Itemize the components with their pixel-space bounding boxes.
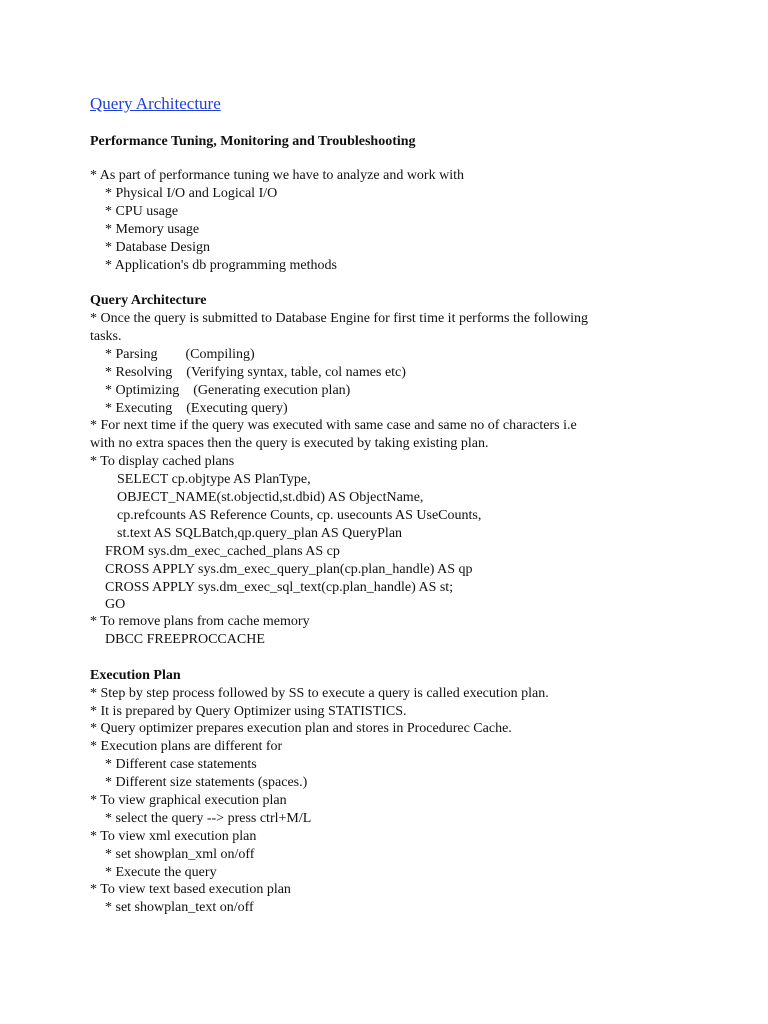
ep-subitem: * Different size statements (spaces.) <box>105 775 308 790</box>
ep-subitem: * select the query --> press ctrl+M/L <box>105 811 312 826</box>
qa-paragraph: tasks. <box>90 329 122 344</box>
perf-item: * CPU usage <box>105 204 179 219</box>
sql-line: OBJECT_NAME(st.objectid,st.dbid) AS ObjectName, <box>117 490 424 505</box>
ep-line: * To view graphical execution plan <box>90 793 287 808</box>
ep-line: * Query optimizer prepares execution plan and stores in Procedurec Cache. <box>90 721 512 736</box>
qa-task: * Parsing (Compiling) <box>105 347 255 362</box>
qa-paragraph: * Once the query is submitted to Database Engine for first time it performs the following <box>90 311 589 326</box>
qa-heading: Query Architecture <box>90 293 207 308</box>
sql-line: FROM sys.dm_exec_cached_plans AS cp <box>105 544 340 559</box>
qa-task: * Executing (Executing query) <box>105 401 288 416</box>
perf-intro: * As part of performance tuning we have to analyze and work with <box>90 168 464 183</box>
ep-line: * Execution plans are different for <box>90 739 283 754</box>
qa-paragraph: * For next time if the query was executed with same case and same no of characters i.e <box>90 418 577 433</box>
ep-subitem: * Execute the query <box>105 865 217 880</box>
qa-task: * Optimizing (Generating execution plan) <box>105 383 351 398</box>
ep-line: * It is prepared by Query Optimizer using STATISTICS. <box>90 704 407 719</box>
qa-paragraph: with no extra spaces then the query is executed by taking existing plan. <box>90 436 489 451</box>
sql-line: cp.refcounts AS Reference Counts, cp. usecounts AS UseCounts, <box>117 508 482 523</box>
ep-subitem: * set showplan_xml on/off <box>105 847 255 862</box>
ep-line: * Step by step process followed by SS to execute a query is called execution plan. <box>90 686 549 701</box>
ep-line: * To view xml execution plan <box>90 829 257 844</box>
qa-paragraph: * To display cached plans <box>90 454 235 469</box>
ep-line: * To view text based execution plan <box>90 882 291 897</box>
sql-line: CROSS APPLY sys.dm_exec_sql_text(cp.plan_handle) AS st; <box>105 580 454 595</box>
section-subtitle: Performance Tuning, Monitoring and Troubleshooting <box>90 134 416 149</box>
sql-line: SELECT cp.objtype AS PlanType, <box>117 472 311 487</box>
ep-heading: Execution Plan <box>90 668 181 683</box>
qa-task: * Resolving (Verifying syntax, table, col names etc) <box>105 365 406 380</box>
perf-item: * Database Design <box>105 240 210 255</box>
perf-item: * Memory usage <box>105 222 200 237</box>
perf-item: * Application's db programming methods <box>105 258 337 273</box>
ep-subitem: * set showplan_text on/off <box>105 900 254 915</box>
sql-line: DBCC FREEPROCCACHE <box>105 632 265 647</box>
ep-subitem: * Different case statements <box>105 757 257 772</box>
perf-item: * Physical I/O and Logical I/O <box>105 186 278 201</box>
sql-line: GO <box>105 597 126 612</box>
qa-paragraph: * To remove plans from cache memory <box>90 614 310 629</box>
page-title-link[interactable]: Query Architecture <box>90 94 221 113</box>
sql-line: st.text AS SQLBatch,qp.query_plan AS QueryPlan <box>117 526 403 541</box>
sql-line: CROSS APPLY sys.dm_exec_query_plan(cp.plan_handle) AS qp <box>105 562 473 577</box>
